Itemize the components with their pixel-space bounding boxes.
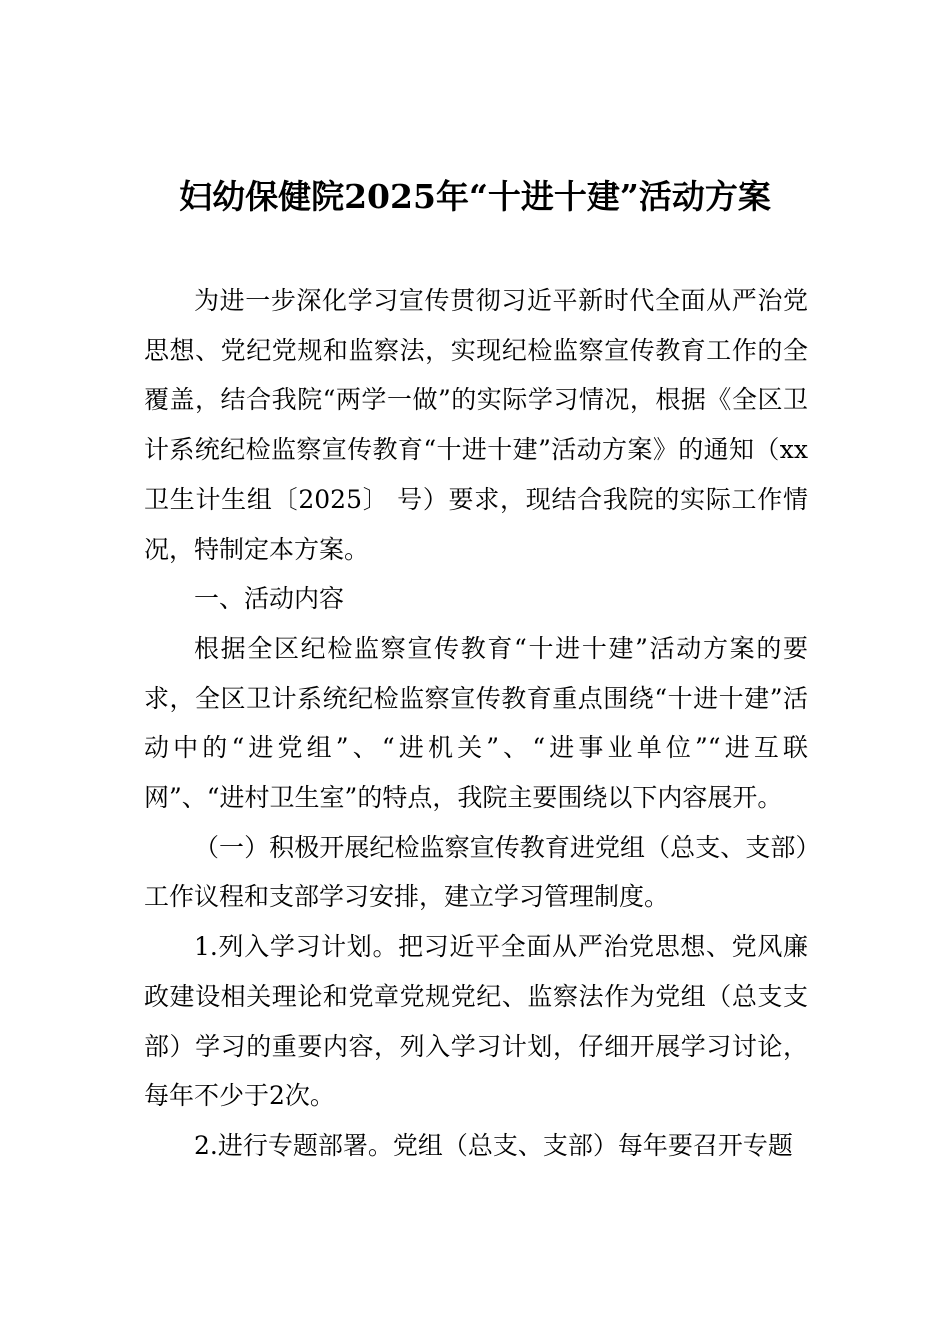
section-heading: 一、活动内容 bbox=[194, 584, 345, 614]
list-item-paragraph: 1.列入学习计划。把习近平全面从严治党思想、党风廉政建设相关理论和党章党规党纪、监察法作为党组（总支支部）学习的重要内容，列入学习计划，仔细开展学习讨论，每年不少于2次。 bbox=[144, 932, 808, 1111]
subsection-heading: （一）积极开展纪检监察宣传教育进党组（总支、支部）工作议程和支部学习安排，建立学习管理制度。 bbox=[144, 832, 808, 912]
list-item-paragraph: 2.进行专题部署。党组（总支、支部）每年要召开专题 bbox=[194, 1130, 793, 1160]
body-paragraph: 根据全区纪检监察宣传教育“十进十建”活动方案的要求，全区卫计系统纪检监察宣传教育重点围绕“十进十建”活动中的“进党组”、“进机关”、“进事业单位”“进互联网”、“进村卫生室”的特点，我院主要围绕以下内容展开。 bbox=[144, 633, 808, 813]
document-title: 妇幼保健院2025年“十进十建”活动方案 bbox=[179, 177, 771, 216]
document-body bbox=[144, 276, 808, 1171]
intro-paragraph: 为进一步深化学习宣传贯彻习近平新时代全面从严治党思想、党纪党规和监察法，实现纪检监察宣传教育工作的全覆盖，结合我院“两学一做”的实际学习情况，根据《全区卫计系统纪检监察宣传教育“十进十建”活动方案》的通知（xx卫生计生组〔2025〕 号）要求，现结合我院的实际工作情况，特制定本方案。 bbox=[144, 286, 808, 564]
